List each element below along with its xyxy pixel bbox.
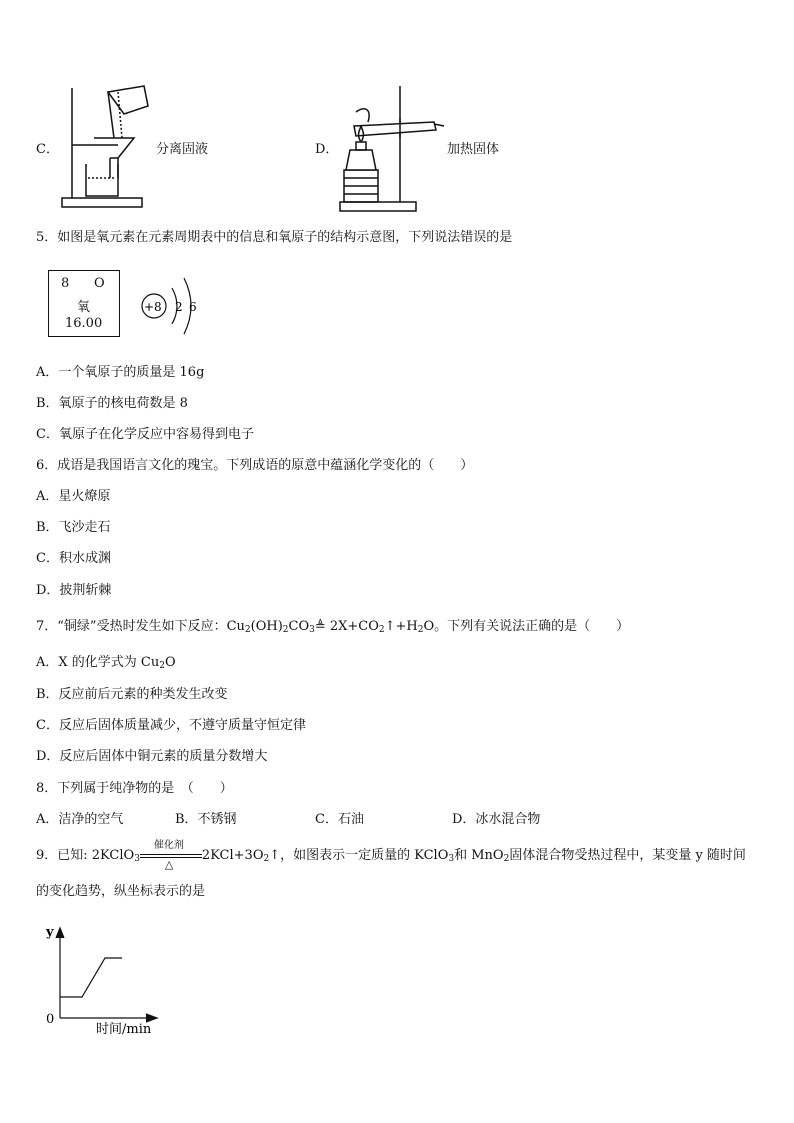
periodic-table-cell [48, 270, 120, 337]
shell-2-electrons: 6 [189, 300, 197, 314]
option-d-label: D． [315, 142, 339, 157]
q7-option-c: C．反应后固体质量减少，不遵守质量守恒定律 [36, 718, 306, 733]
atom-structure-diagram [138, 268, 210, 340]
origin-label: 0 [46, 1012, 55, 1027]
q8-option-a: A．洁净的空气 [36, 812, 124, 827]
element-symbol: O [94, 276, 105, 291]
option-c-label: C． [36, 142, 59, 157]
atomic-number: 8 [61, 276, 70, 291]
atomic-mass: 16.00 [65, 316, 103, 331]
y-axis-label: y [46, 925, 54, 940]
q9-graph [40, 920, 170, 1040]
element-name: 氧 [77, 300, 91, 315]
q7-option-d: D．反应后固体中铜元素的质量分数增大 [36, 749, 268, 764]
catalyst-condition: 催化剂 △ [140, 848, 202, 864]
x-axis-label: 时间/min [96, 1022, 152, 1037]
shell-1-electrons: 2 [175, 300, 183, 314]
nucleus-charge: +8 [144, 300, 162, 314]
q8-stem: 8．下列属于纯净物的是 （ ） [36, 781, 233, 796]
q8-option-d: D．冰水混合物 [452, 812, 541, 827]
q6-option-a: A．星火燎原 [36, 489, 111, 504]
q8-option-c: C．石油 [315, 812, 364, 827]
q9-stem-line2: 的变化趋势，纵坐标表示的是 [36, 884, 206, 899]
q8-option-b: B．不锈钢 [175, 812, 237, 827]
q5-stem: 5．如图是氧元素在元素周期表中的信息和氧原子的结构示意图，下列说法错误的是 [36, 230, 513, 245]
option-d-caption: 加热固体 [447, 142, 500, 157]
filtration-apparatus-figure [58, 82, 158, 212]
option-c-caption: 分离固液 [156, 142, 209, 157]
q9-stem-line1: 9．已知: 2KClO$_3$ 催化剂 △ $2KCl+3O_2↑$，如图表示一定质量的 KClO$_3$和 MnO$_2$固体混合物受热过程中，某变量 y 随时间 [36, 840, 746, 871]
q5-option-c: C．氧原子在化学反应中容易得到电子 [36, 427, 254, 442]
q6-option-d: D．披荆斩棘 [36, 583, 112, 598]
q7-stem: 7．“铜绿”受热时发生如下反应：$Cu_2(OH)_2CO_3≜$ $2X+CO_2↑+H_2O$。下列有关说法正确的是（ ） [36, 619, 630, 635]
q5-option-a: A．一个氧原子的质量是 16g [36, 365, 205, 380]
q6-option-b: B．飞沙走石 [36, 520, 111, 535]
q7-option-a: A．X 的化学式为 $Cu_2O$ [36, 655, 176, 671]
q6-option-c: C．积水成渊 [36, 551, 111, 566]
q7-option-b: B．反应前后元素的种类发生改变 [36, 687, 228, 702]
heating-solid-apparatus-figure [336, 82, 448, 214]
heating-sign: ≜ [314, 619, 326, 634]
q6-stem: 6．成语是我国语言文化的瑰宝。下列成语的原意中蕴涵化学变化的（ ） [36, 458, 474, 473]
q5-option-b: B．氧原子的核电荷数是 8 [36, 396, 188, 411]
